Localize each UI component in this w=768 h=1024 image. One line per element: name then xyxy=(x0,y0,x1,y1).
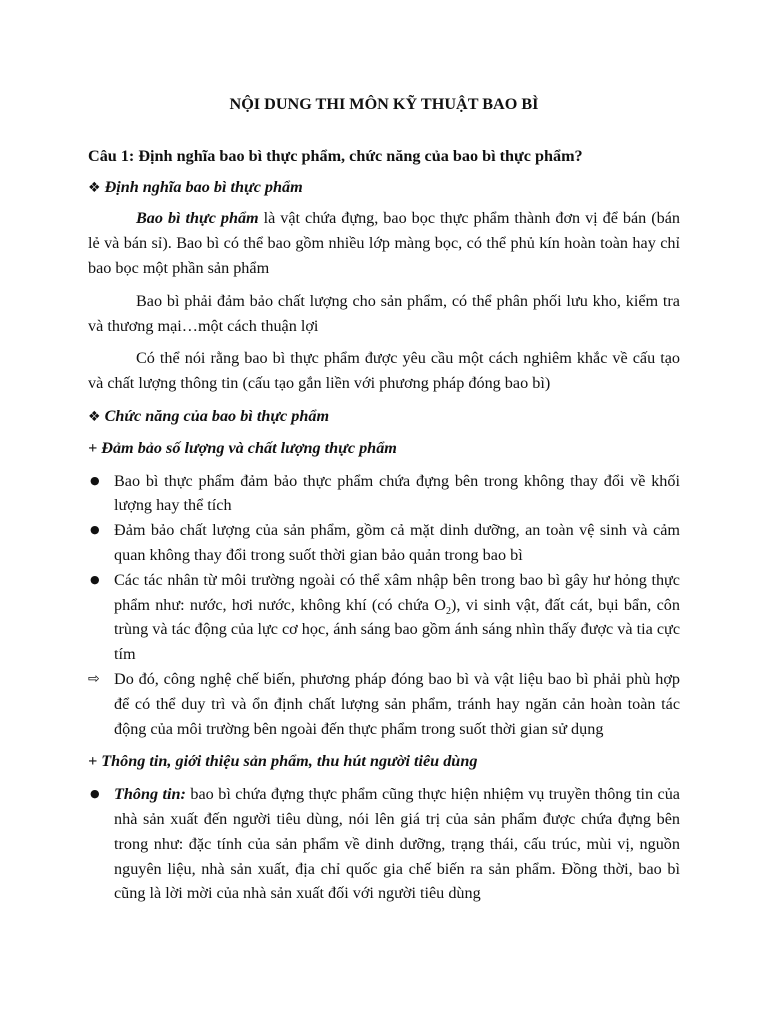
definition-paragraph-3: Có thể nói rằng bao bì thực phẩm được yêu cầu một cách nghiêm khắc về cấu tạo và chất lượng thông tin (cấu tạo gắn liền với phương pháp đóng bao bì) xyxy=(88,349,680,393)
list-item xyxy=(88,782,680,906)
quantity-quality-list xyxy=(88,469,680,742)
bullet-dot-icon: ● xyxy=(90,787,100,801)
list-item-keyword: Thông tin: xyxy=(114,785,186,804)
list-item-text-b: ), vi sinh vật, đất cát, bụi bẩn, côn trùng và tác động của lực cơ học, ánh sáng bao gồm ánh sáng nhìn thấy được và tia cực tím xyxy=(114,595,680,664)
diamond-bullet-icon: ❖ xyxy=(88,179,101,196)
list-item-text: bao bì chứa đựng thực phẩm cũng thực hiện nhiệm vụ truyền thông tin của nhà sản xuất đến người tiêu dùng, nói lên giá trị của sản phẩm được chứa đựng bên trong như: đặc tính của sản phẩm về dinh dưỡng, trạng thái, cấu trúc, mùi vị, nguồn nguyên liệu, nhà sản xuất, địa chỉ quốc gia chế biến ra sản phẩm. Đồng thời, bao bì cũng là lời mời của nhà sản xuất đối với người tiêu dùng xyxy=(114,785,680,903)
list-item-conclusion xyxy=(88,667,680,741)
section-heading-definition-text: Định nghĩa bao bì thực phẩm xyxy=(104,177,303,196)
definition-paragraph-1 xyxy=(88,206,680,280)
list-item xyxy=(88,518,680,568)
list-item-text-a: Các tác nhân từ môi trường ngoài có thể xâm nhập bên trong bao bì gây hư hỏng thực phẩm như: nước, hơi nước, không khí (có chứa O xyxy=(114,570,680,614)
list-item-text: Bao bì thực phẩm đảm bảo thực phẩm chứa đựng bên trong không thay đổi về khối lượng hay thể tích xyxy=(114,471,680,515)
list-item xyxy=(88,469,680,519)
outline-right-arrow-icon: ⇨ xyxy=(88,670,100,687)
definition-text: là vật chứa đựng, bao bọc thực phẩm thành đơn vị để bán (bán lẻ và bán sỉ). Bao bì có thể bao gồm nhiều lớp màng bọc, có thể phủ kín hoàn toàn hay chỉ bao bọc một phần sản phẩm xyxy=(88,209,680,277)
section-heading-functions xyxy=(88,404,680,430)
list-item-text: Do đó, công nghệ chế biến, phương pháp đóng bao bì và vật liệu bao bì phải phù hợp để có thể duy trì và ổn định chất lượng sản phẩm, tránh hay ngăn cản hoàn toàn tác động của môi trường bên ngoài đến thực phẩm trong suốt thời gian sử dụng xyxy=(114,669,680,738)
question-heading: Câu 1: Định nghĩa bao bì thực phẩm, chức năng của bao bì thực phẩm? xyxy=(88,146,583,165)
subscript-2: 2 xyxy=(445,605,451,617)
section-heading-definition xyxy=(88,175,680,201)
definition-paragraph-2: Bao bì phải đảm bảo chất lượng cho sản phẩm, có thể phân phối lưu kho, kiểm tra và thương mại…một cách thuận lợi xyxy=(88,291,680,335)
bullet-dot-icon: ● xyxy=(90,572,100,586)
bullet-dot-icon: ● xyxy=(90,523,100,537)
definition-term: Bao bì thực phẩm xyxy=(136,209,259,228)
section-heading-functions-text: Chức năng của bao bì thực phẩm xyxy=(104,406,330,425)
bullet-dot-icon: ● xyxy=(90,473,100,487)
document-title: NỘI DUNG THI MÔN KỸ THUẬT BAO BÌ xyxy=(229,95,539,113)
list-item-text: Đảm bảo chất lượng của sản phẩm, gồm cả mặt dinh dưỡng, an toàn vệ sinh và cảm quan không thay đổi trong suốt thời gian bảo quản trong bao bì xyxy=(114,521,680,564)
list-item xyxy=(88,568,680,667)
information-list xyxy=(88,782,680,906)
diamond-bullet-icon: ❖ xyxy=(88,408,101,425)
subheading-quantity-quality: + Đảm bảo số lượng và chất lượng thực phẩm xyxy=(88,438,397,457)
subheading-information: + Thông tin, giới thiệu sản phẩm, thu hút người tiêu dùng xyxy=(88,752,478,771)
